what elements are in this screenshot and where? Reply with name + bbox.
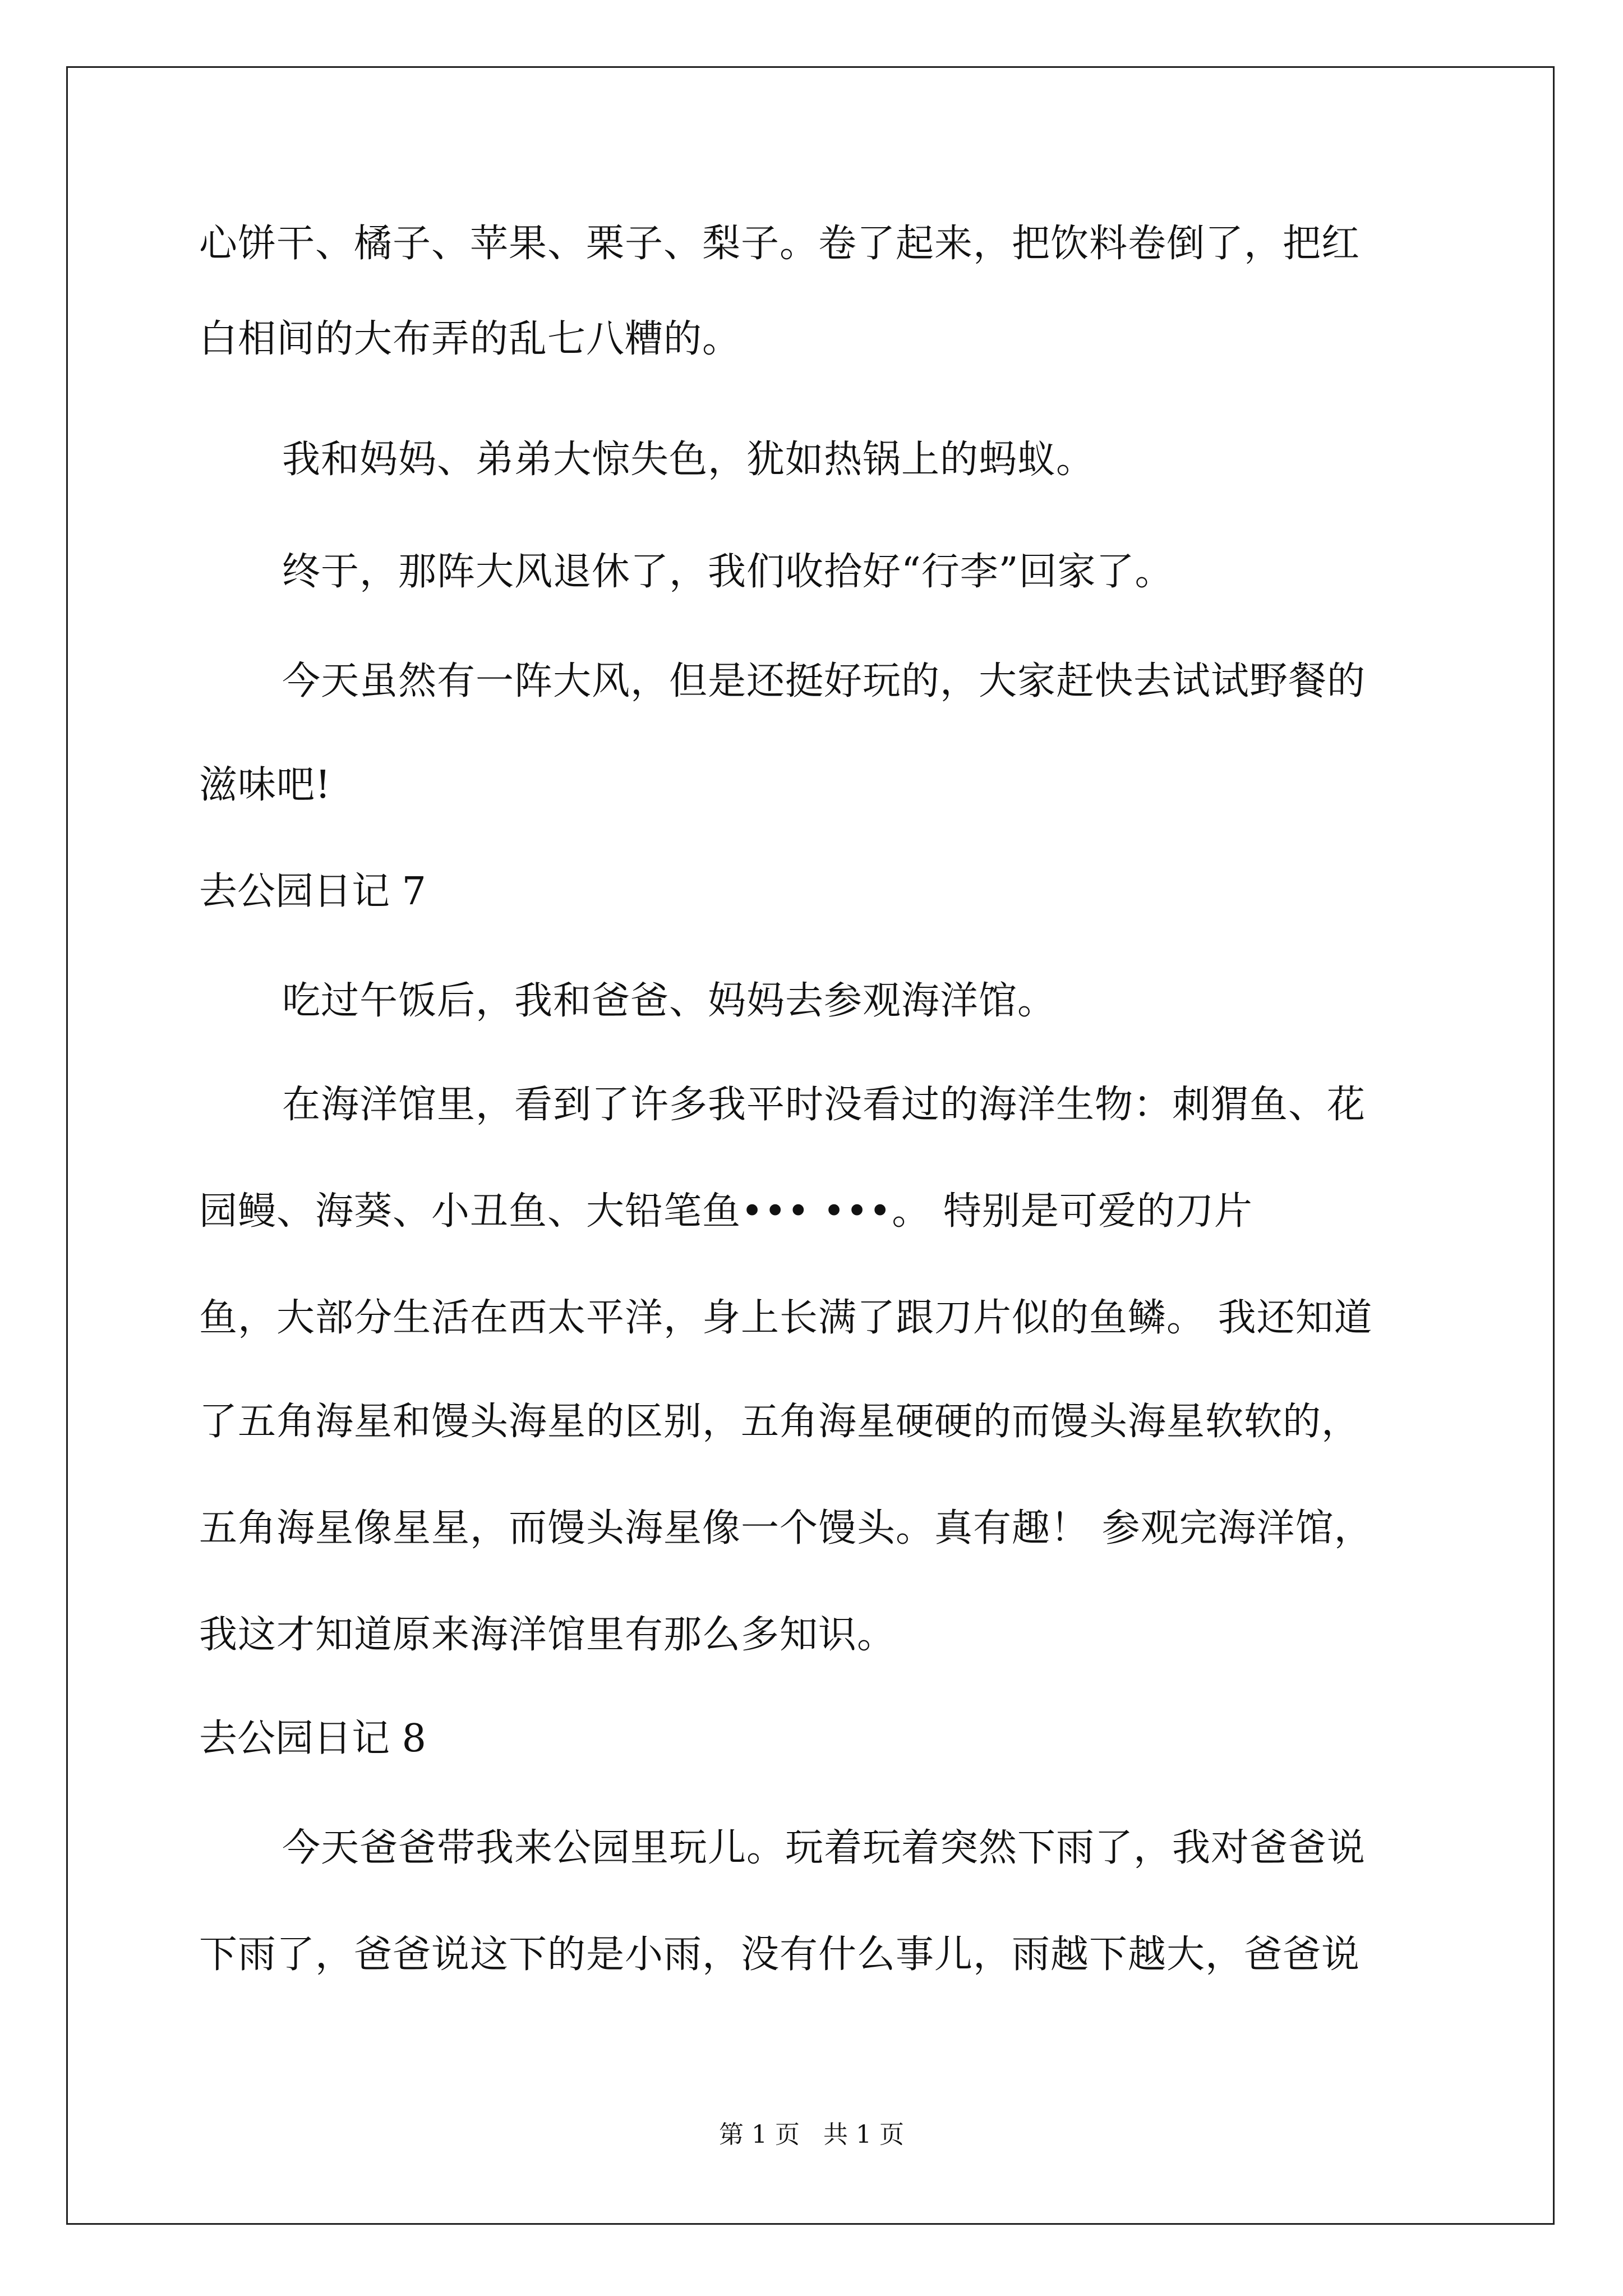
paragraph-line: 今天虽然有一阵大风，但是还挺好玩的，大家赶快去试试野餐的 (282, 659, 1366, 703)
paragraph-line: 终于，那阵大风退休了，我们收拾好“行李”回家了。 (282, 550, 1174, 594)
paragraph-line: 鱼，大部分生活在西太平洋，身上长满了跟刀片似的鱼鳞。 我还知道 (199, 1296, 1373, 1340)
section-heading: 去公园日记 7 (199, 869, 426, 914)
paragraph-line: 心饼干、橘子、苹果、栗子、梨子。卷了起来，把饮料卷倒了，把红 (199, 222, 1361, 266)
paragraph-line: 吃过午饭后，我和爸爸、妈妈去参观海洋馆。 (282, 979, 1057, 1023)
paragraph-line: 我这才知道原来海洋馆里有那么多知识。 (199, 1613, 896, 1657)
page-border (66, 66, 1555, 2225)
paragraph-line: 白相间的大布弄的乱七八糟的。 (199, 317, 741, 361)
paragraph-line: 园鳗、海葵、小丑鱼、大铅笔鱼••• •••。 特别是可爱的刀片 (199, 1189, 1253, 1234)
paragraph-line: 今天爸爸带我来公园里玩儿。玩着玩着突然下雨了，我对爸爸说 (282, 1826, 1366, 1870)
section-heading: 去公园日记 8 (199, 1717, 426, 1761)
paragraph-line: 了五角海星和馒头海星的区别，五角海星硬硬的而馒头海星软软的， (199, 1400, 1361, 1444)
paragraph-line: 我和妈妈、弟弟大惊失色，犹如热锅上的蚂蚁。 (282, 438, 1095, 482)
paragraph-line: 五角海星像星星，而馒头海星像一个馒头。真有趣！ 参观完海洋馆， (199, 1506, 1373, 1550)
page-number-footer: 第 1 页 共 1 页 (719, 2120, 904, 2149)
paragraph-line: 下雨了，爸爸说这下的是小雨，没有什么事儿，雨越下越大，爸爸说 (199, 1932, 1361, 1977)
paragraph-line: 滋味吧! (199, 763, 331, 807)
paragraph-line: 在海洋馆里，看到了许多我平时没看过的海洋生物：刺猬鱼、花 (282, 1083, 1366, 1127)
